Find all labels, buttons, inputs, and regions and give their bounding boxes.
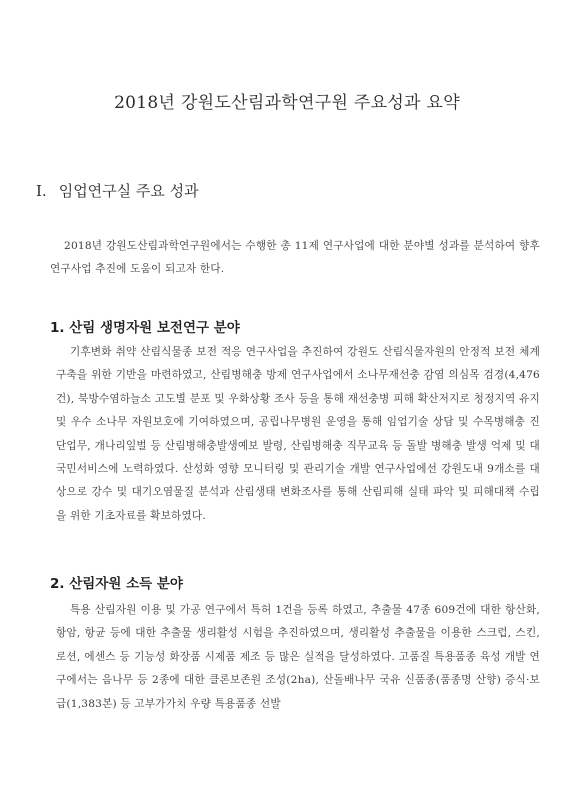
document-title: 2018년 강원도산림과학연구원 주요성과 요약 bbox=[114, 93, 460, 113]
chapter-heading bbox=[36, 180, 199, 201]
chapter-title: 임업연구실 주요 성과 bbox=[58, 182, 199, 200]
chapter-number: Ⅰ. bbox=[36, 182, 47, 200]
section-body-forest-life-resources: 기후변화 취약 산림식물종 보전 적응 연구사업을 추진하여 강원도 산림식물자원의 안정적 보전 체계 구축을 위한 기반을 마련하였고, 산림병해충 방제 연구사업에서 소나무재선충 감염 의심목 검경(4,476건), 북방수염하늘소 고도별 분포 및 우화상황 조사 등을 통해 재선충병 피해 확산저지로 청정지역 유지 및 우수 소나무 자원보호에 기여하였으며, 공립나무병원 운영을 통해 임업기술 상담 및 수목병해충 진단업무, 개나리잎벌 등 산림병해충발생예보 발령, 산림병해충 직무교육 등 돌발 병해충 발생 억제 및 대국민서비스에 노력하였다. 산성화 영향 모니터링 및 관리기술 개발 연구사업에선 강원도내 9개소를 대상으로 강수 및 대기오염물질 분석과 산림생태 변화조사를 통해 산림피해 실태 파악 및 피해대책 수립을 위한 기초자료를 확보하였다. bbox=[56, 346, 540, 522]
section-body-forest-income: 특용 산림자원 이용 및 가공 연구에서 특허 1건을 등록 하였고, 추출물 47종 609건에 대한 항산화, 항암, 항균 등에 대한 추출물 생리활성 시험을 추진하였으며, 생리활성 추출물을 이용한 스크럽, 스킨, 로션, 에센스 등 기능성 화장품 시제품 제조 등 많은 실적을 달성하였다. 고품질 특용품종 육성 개발 연구에서는 음나무 등 2종에 대한 클론보존원 조성(2ha), 산돌배나무 국유 신품종(품종명 산향) 증식·보급(1,383본) 등 고부가가치 우량 특용품종 선발 bbox=[56, 604, 540, 710]
section-heading-forest-life-resources: 1. 산림 생명자원 보전연구 분야 bbox=[50, 320, 240, 336]
section-heading-forest-income: 2. 산림자원 소득 분야 bbox=[50, 576, 183, 592]
intro-paragraph: 2018년 강원도산림과학연구원에서는 수행한 총 11제 연구사업에 대한 분야별 성과를 분석하여 향후 연구사업 추진에 도움이 되고자 한다. bbox=[50, 240, 540, 276]
